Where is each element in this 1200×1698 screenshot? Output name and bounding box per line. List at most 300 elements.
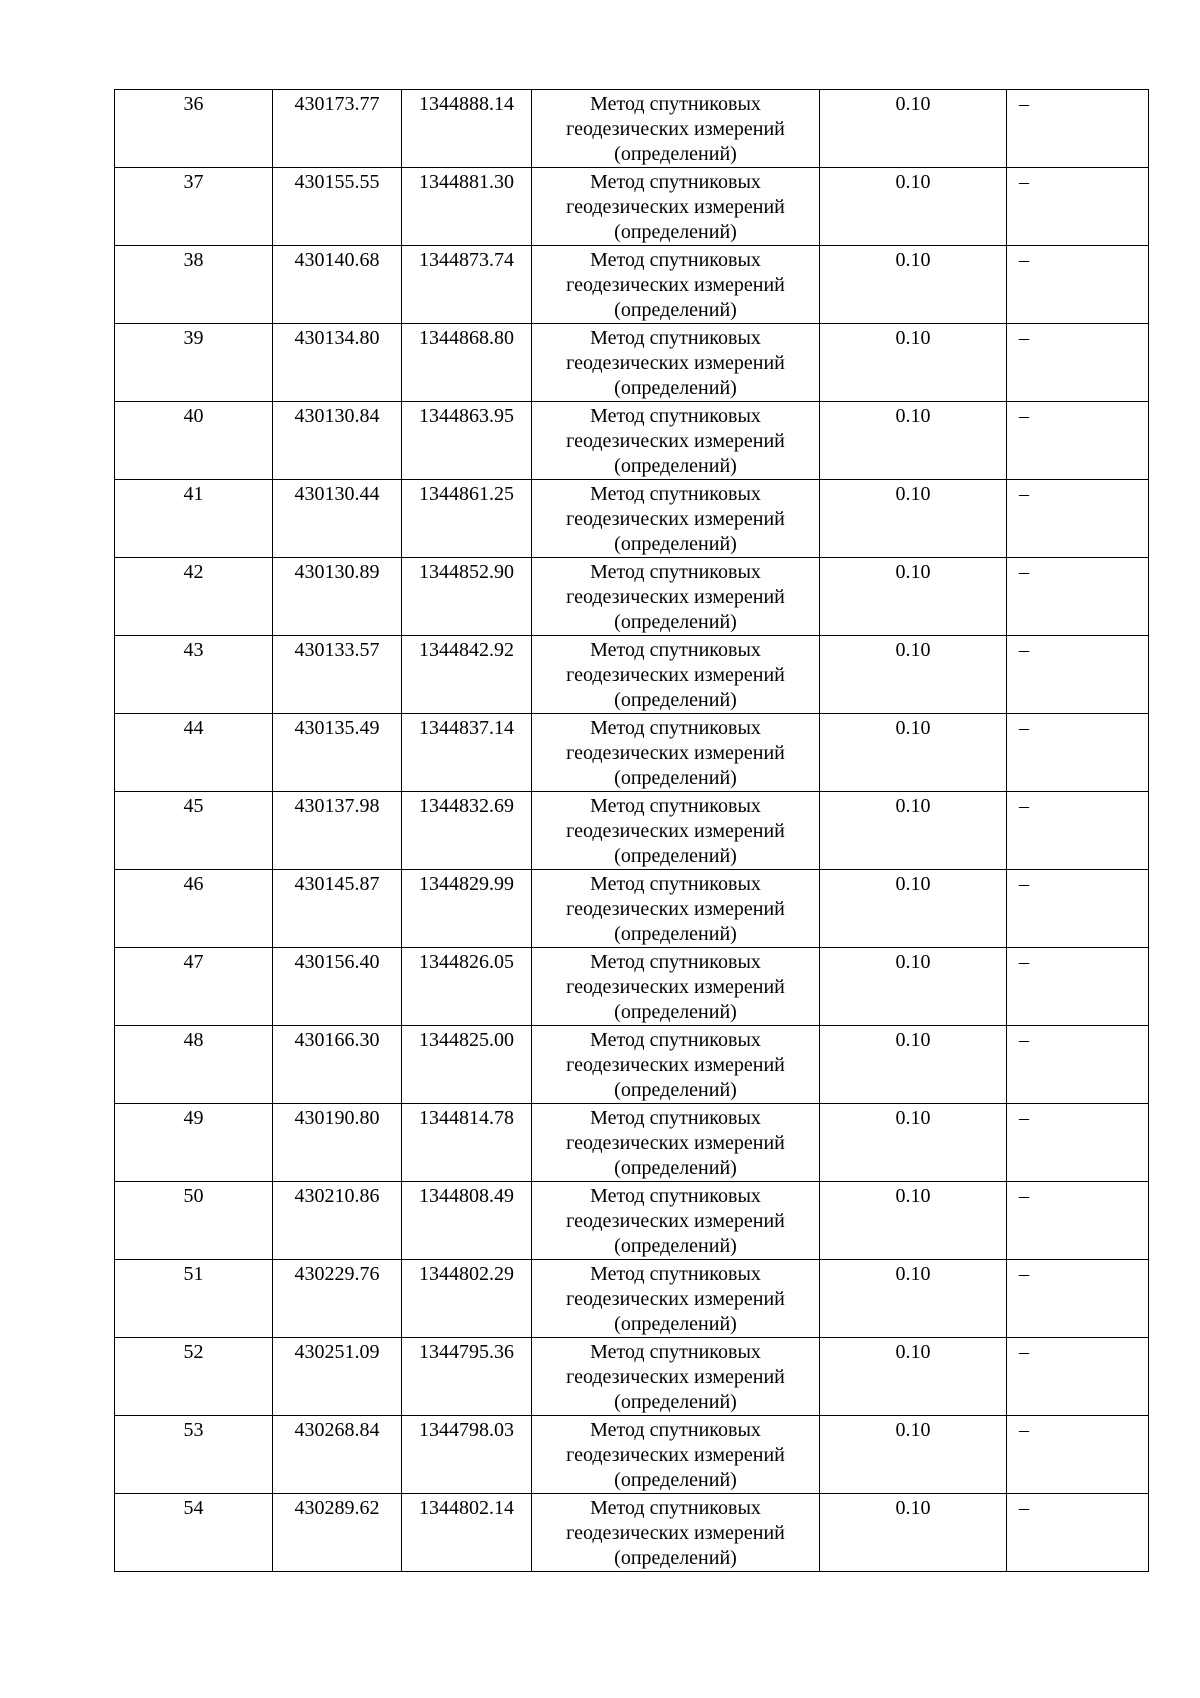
method-line: Метод спутниковых [590, 795, 761, 817]
method-line: Метод спутниковых [590, 717, 761, 739]
method-line: Метод спутниковых [590, 93, 761, 115]
table-row [115, 1260, 1149, 1338]
accuracy-cell [820, 558, 1007, 636]
method-text [532, 636, 819, 713]
x-coordinate-cell [273, 1104, 402, 1182]
y-coordinate-value: 1344795.36 [419, 1341, 514, 1363]
y-coordinate-cell [402, 480, 532, 558]
method-cell [532, 1104, 820, 1182]
note-value: – [1019, 1029, 1029, 1051]
note-value: – [1019, 561, 1029, 583]
x-coordinate-value: 430156.40 [294, 951, 380, 973]
table-row [115, 1338, 1149, 1416]
method-text [532, 90, 819, 167]
point-number-cell [115, 1104, 273, 1182]
method-line: (определений) [614, 611, 737, 633]
y-coordinate-cell [402, 1416, 532, 1494]
x-coordinate-cell [273, 1182, 402, 1260]
method-text [532, 558, 819, 635]
accuracy-cell [820, 246, 1007, 324]
y-coordinate-value: 1344842.92 [419, 639, 514, 661]
method-line: геодезических измерений [566, 976, 785, 998]
point-number-cell [115, 1494, 273, 1572]
y-coordinate-cell [402, 402, 532, 480]
method-line: Метод спутниковых [590, 1263, 761, 1285]
table-row [115, 402, 1149, 480]
point-number-value: 53 [183, 1419, 204, 1441]
method-line: Метод спутниковых [590, 1185, 761, 1207]
method-cell [532, 1026, 820, 1104]
method-line: геодезических измерений [566, 118, 785, 140]
accuracy-cell [820, 870, 1007, 948]
x-coordinate-value: 430140.68 [294, 249, 380, 271]
x-coordinate-cell [273, 870, 402, 948]
method-text [532, 1026, 819, 1103]
point-number-value: 42 [183, 561, 204, 583]
x-coordinate-value: 430155.55 [294, 171, 380, 193]
accuracy-value: 0.10 [895, 1029, 931, 1051]
note-value: – [1019, 405, 1029, 427]
point-number-cell [115, 246, 273, 324]
method-text [532, 168, 819, 245]
x-coordinate-cell [273, 246, 402, 324]
method-text [532, 792, 819, 869]
accuracy-value: 0.10 [895, 1419, 931, 1441]
point-number-cell [115, 168, 273, 246]
method-cell [532, 480, 820, 558]
accuracy-cell [820, 90, 1007, 168]
method-text [532, 1416, 819, 1493]
method-line: геодезических измерений [566, 508, 785, 530]
method-cell [532, 1494, 820, 1572]
method-line: геодезических измерений [566, 1210, 785, 1232]
accuracy-value: 0.10 [895, 327, 931, 349]
point-number-cell [115, 402, 273, 480]
point-number-value: 37 [183, 171, 204, 193]
x-coordinate-cell [273, 1026, 402, 1104]
table-row [115, 870, 1149, 948]
y-coordinate-value: 1344826.05 [419, 951, 514, 973]
note-value: – [1019, 1341, 1029, 1363]
y-coordinate-cell [402, 168, 532, 246]
accuracy-cell [820, 714, 1007, 792]
note-value: – [1019, 1185, 1029, 1207]
note-cell [1007, 948, 1149, 1026]
method-line: Метод спутниковых [590, 483, 761, 505]
method-text [532, 948, 819, 1025]
point-number-value: 48 [183, 1029, 204, 1051]
accuracy-value: 0.10 [895, 1107, 931, 1129]
method-cell [532, 1182, 820, 1260]
method-text [532, 1260, 819, 1337]
point-number-value: 50 [183, 1185, 204, 1207]
method-text [532, 402, 819, 479]
y-coordinate-value: 1344825.00 [419, 1029, 514, 1051]
point-number-value: 46 [183, 873, 204, 895]
x-coordinate-cell [273, 1260, 402, 1338]
method-cell [532, 90, 820, 168]
method-line: (определений) [614, 923, 737, 945]
x-coordinate-value: 430130.84 [294, 405, 380, 427]
method-cell [532, 1260, 820, 1338]
method-cell [532, 324, 820, 402]
note-value: – [1019, 717, 1029, 739]
method-text [532, 870, 819, 947]
table-row [115, 168, 1149, 246]
method-line: (определений) [614, 1235, 737, 1257]
point-number-cell [115, 636, 273, 714]
x-coordinate-value: 430210.86 [294, 1185, 380, 1207]
table-row [115, 1416, 1149, 1494]
x-coordinate-value: 430289.62 [294, 1497, 380, 1519]
table-row [115, 636, 1149, 714]
note-value: – [1019, 171, 1029, 193]
method-line: (определений) [614, 1157, 737, 1179]
note-cell [1007, 558, 1149, 636]
accuracy-cell [820, 1104, 1007, 1182]
method-line: Метод спутниковых [590, 171, 761, 193]
table-row [115, 714, 1149, 792]
accuracy-cell [820, 168, 1007, 246]
method-line: (определений) [614, 1313, 737, 1335]
table-row [115, 1026, 1149, 1104]
table-row [115, 1182, 1149, 1260]
method-text [532, 246, 819, 323]
method-line: Метод спутниковых [590, 1419, 761, 1441]
accuracy-value: 0.10 [895, 171, 931, 193]
point-number-value: 39 [183, 327, 204, 349]
note-value: – [1019, 951, 1029, 973]
table-row [115, 792, 1149, 870]
y-coordinate-cell [402, 1338, 532, 1416]
method-text [532, 714, 819, 791]
accuracy-cell [820, 1026, 1007, 1104]
x-coordinate-value: 430130.44 [294, 483, 380, 505]
point-number-value: 40 [183, 405, 204, 427]
accuracy-cell [820, 948, 1007, 1026]
point-number-cell [115, 558, 273, 636]
method-line: (определений) [614, 845, 737, 867]
point-number-value: 51 [183, 1263, 204, 1285]
x-coordinate-value: 430137.98 [294, 795, 380, 817]
x-coordinate-cell [273, 168, 402, 246]
y-coordinate-cell [402, 1260, 532, 1338]
y-coordinate-cell [402, 246, 532, 324]
y-coordinate-value: 1344881.30 [419, 171, 514, 193]
method-text [532, 1494, 819, 1571]
method-text [532, 1182, 819, 1259]
point-number-value: 52 [183, 1341, 204, 1363]
method-text [532, 480, 819, 557]
accuracy-value: 0.10 [895, 795, 931, 817]
point-number-cell [115, 1260, 273, 1338]
point-number-cell [115, 1182, 273, 1260]
y-coordinate-cell [402, 870, 532, 948]
note-value: – [1019, 795, 1029, 817]
y-coordinate-value: 1344802.29 [419, 1263, 514, 1285]
note-cell [1007, 1338, 1149, 1416]
point-number-value: 49 [183, 1107, 204, 1129]
method-line: Метод спутниковых [590, 1029, 761, 1051]
x-coordinate-cell [273, 714, 402, 792]
method-line: геодезических измерений [566, 820, 785, 842]
method-line: (определений) [614, 1547, 737, 1569]
x-coordinate-cell [273, 1416, 402, 1494]
point-number-value: 43 [183, 639, 204, 661]
accuracy-value: 0.10 [895, 93, 931, 115]
accuracy-cell [820, 1182, 1007, 1260]
table-row [115, 1104, 1149, 1182]
point-number-cell [115, 792, 273, 870]
method-line: (определений) [614, 767, 737, 789]
y-coordinate-cell [402, 792, 532, 870]
method-line: (определений) [614, 221, 737, 243]
accuracy-cell [820, 792, 1007, 870]
accuracy-value: 0.10 [895, 951, 931, 973]
note-cell [1007, 870, 1149, 948]
table-row [115, 558, 1149, 636]
method-line: (определений) [614, 1469, 737, 1491]
method-line: геодезических измерений [566, 274, 785, 296]
table-body [115, 90, 1149, 1572]
point-number-cell [115, 480, 273, 558]
x-coordinate-value: 430133.57 [294, 639, 380, 661]
y-coordinate-value: 1344852.90 [419, 561, 514, 583]
x-coordinate-value: 430145.87 [294, 873, 380, 895]
point-number-cell [115, 1026, 273, 1104]
note-value: – [1019, 1497, 1029, 1519]
method-cell [532, 168, 820, 246]
method-line: (определений) [614, 377, 737, 399]
note-value: – [1019, 639, 1029, 661]
y-coordinate-cell [402, 558, 532, 636]
accuracy-value: 0.10 [895, 405, 931, 427]
method-line: геодезических измерений [566, 1444, 785, 1466]
accuracy-cell [820, 636, 1007, 714]
method-cell [532, 246, 820, 324]
method-line: (определений) [614, 1079, 737, 1101]
method-line: Метод спутниковых [590, 249, 761, 271]
note-cell [1007, 480, 1149, 558]
y-coordinate-value: 1344888.14 [419, 93, 514, 115]
x-coordinate-cell [273, 1494, 402, 1572]
y-coordinate-value: 1344868.80 [419, 327, 514, 349]
point-number-cell [115, 870, 273, 948]
method-line: Метод спутниковых [590, 327, 761, 349]
accuracy-value: 0.10 [895, 1263, 931, 1285]
point-number-cell [115, 948, 273, 1026]
x-coordinate-cell [273, 480, 402, 558]
accuracy-cell [820, 1416, 1007, 1494]
note-cell [1007, 90, 1149, 168]
x-coordinate-cell [273, 792, 402, 870]
method-cell [532, 1338, 820, 1416]
y-coordinate-cell [402, 948, 532, 1026]
method-line: Метод спутниковых [590, 951, 761, 973]
note-cell [1007, 1104, 1149, 1182]
note-value: – [1019, 327, 1029, 349]
method-line: (определений) [614, 143, 737, 165]
method-line: Метод спутниковых [590, 1107, 761, 1129]
note-cell [1007, 714, 1149, 792]
y-coordinate-value: 1344873.74 [419, 249, 514, 271]
y-coordinate-cell [402, 324, 532, 402]
y-coordinate-value: 1344814.78 [419, 1107, 514, 1129]
method-line: (определений) [614, 533, 737, 555]
y-coordinate-cell [402, 636, 532, 714]
method-cell [532, 558, 820, 636]
note-value: – [1019, 1263, 1029, 1285]
y-coordinate-cell [402, 1182, 532, 1260]
method-line: геодезических измерений [566, 430, 785, 452]
method-text [532, 324, 819, 401]
x-coordinate-cell [273, 948, 402, 1026]
note-value: – [1019, 249, 1029, 271]
accuracy-cell [820, 1338, 1007, 1416]
y-coordinate-value: 1344837.14 [419, 717, 514, 739]
accuracy-cell [820, 480, 1007, 558]
note-cell [1007, 324, 1149, 402]
method-line: геодезических измерений [566, 1522, 785, 1544]
x-coordinate-value: 430229.76 [294, 1263, 380, 1285]
accuracy-cell [820, 324, 1007, 402]
point-number-value: 47 [183, 951, 204, 973]
note-value: – [1019, 93, 1029, 115]
note-cell [1007, 636, 1149, 714]
y-coordinate-value: 1344863.95 [419, 405, 514, 427]
x-coordinate-cell [273, 636, 402, 714]
x-coordinate-cell [273, 558, 402, 636]
y-coordinate-cell [402, 90, 532, 168]
method-line: геодезических измерений [566, 664, 785, 686]
method-cell [532, 1416, 820, 1494]
x-coordinate-value: 430268.84 [294, 1419, 380, 1441]
accuracy-value: 0.10 [895, 873, 931, 895]
method-line: геодезических измерений [566, 898, 785, 920]
method-line: геодезических измерений [566, 1132, 785, 1154]
method-cell [532, 792, 820, 870]
method-line: (определений) [614, 1001, 737, 1023]
point-number-value: 54 [183, 1497, 204, 1519]
method-cell [532, 714, 820, 792]
accuracy-value: 0.10 [895, 1341, 931, 1363]
y-coordinate-cell [402, 1026, 532, 1104]
accuracy-cell [820, 402, 1007, 480]
method-line: (определений) [614, 689, 737, 711]
accuracy-value: 0.10 [895, 1185, 931, 1207]
x-coordinate-cell [273, 90, 402, 168]
x-coordinate-value: 430190.80 [294, 1107, 380, 1129]
x-coordinate-value: 430134.80 [294, 327, 380, 349]
x-coordinate-value: 430135.49 [294, 717, 380, 739]
y-coordinate-value: 1344802.14 [419, 1497, 514, 1519]
accuracy-cell [820, 1494, 1007, 1572]
table-row [115, 948, 1149, 1026]
y-coordinate-value: 1344798.03 [419, 1419, 514, 1441]
method-cell [532, 402, 820, 480]
y-coordinate-value: 1344832.69 [419, 795, 514, 817]
point-number-cell [115, 324, 273, 402]
note-value: – [1019, 483, 1029, 505]
x-coordinate-value: 430130.89 [294, 561, 380, 583]
point-number-value: 44 [183, 717, 204, 739]
method-line: геодезических измерений [566, 196, 785, 218]
y-coordinate-cell [402, 714, 532, 792]
point-number-cell [115, 90, 273, 168]
note-cell [1007, 1416, 1149, 1494]
table-row [115, 90, 1149, 168]
point-number-value: 36 [183, 93, 204, 115]
note-cell [1007, 1494, 1149, 1572]
y-coordinate-value: 1344808.49 [419, 1185, 514, 1207]
note-cell [1007, 246, 1149, 324]
point-number-cell [115, 1416, 273, 1494]
accuracy-cell [820, 1260, 1007, 1338]
accuracy-value: 0.10 [895, 717, 931, 739]
method-line: геодезических измерений [566, 1288, 785, 1310]
x-coordinate-value: 430251.09 [294, 1341, 380, 1363]
y-coordinate-value: 1344829.99 [419, 873, 514, 895]
method-line: (определений) [614, 299, 737, 321]
x-coordinate-cell [273, 324, 402, 402]
accuracy-value: 0.10 [895, 249, 931, 271]
y-coordinate-cell [402, 1104, 532, 1182]
note-cell [1007, 792, 1149, 870]
note-cell [1007, 1260, 1149, 1338]
x-coordinate-cell [273, 402, 402, 480]
note-value: – [1019, 1419, 1029, 1441]
point-number-value: 45 [183, 795, 204, 817]
accuracy-value: 0.10 [895, 561, 931, 583]
y-coordinate-value: 1344861.25 [419, 483, 514, 505]
method-text [532, 1104, 819, 1181]
note-cell [1007, 1026, 1149, 1104]
method-cell [532, 870, 820, 948]
note-cell [1007, 402, 1149, 480]
method-text [532, 1338, 819, 1415]
method-line: геодезических измерений [566, 1366, 785, 1388]
coordinates-table [114, 89, 1149, 1572]
method-line: геодезических измерений [566, 586, 785, 608]
table-row [115, 480, 1149, 558]
method-cell [532, 948, 820, 1026]
method-line: (определений) [614, 455, 737, 477]
x-coordinate-cell [273, 1338, 402, 1416]
method-line: Метод спутниковых [590, 873, 761, 895]
table-row [115, 246, 1149, 324]
method-line: Метод спутниковых [590, 1497, 761, 1519]
method-line: геодезических измерений [566, 742, 785, 764]
x-coordinate-value: 430166.30 [294, 1029, 380, 1051]
y-coordinate-cell [402, 1494, 532, 1572]
method-line: геодезических измерений [566, 352, 785, 374]
method-cell [532, 636, 820, 714]
point-number-cell [115, 714, 273, 792]
method-line: Метод спутниковых [590, 639, 761, 661]
note-value: – [1019, 1107, 1029, 1129]
note-cell [1007, 168, 1149, 246]
x-coordinate-value: 430173.77 [294, 93, 380, 115]
accuracy-value: 0.10 [895, 639, 931, 661]
table-row [115, 1494, 1149, 1572]
table-row [115, 324, 1149, 402]
note-cell [1007, 1182, 1149, 1260]
point-number-cell [115, 1338, 273, 1416]
note-value: – [1019, 873, 1029, 895]
method-line: (определений) [614, 1391, 737, 1413]
point-number-value: 41 [183, 483, 204, 505]
method-line: Метод спутниковых [590, 405, 761, 427]
